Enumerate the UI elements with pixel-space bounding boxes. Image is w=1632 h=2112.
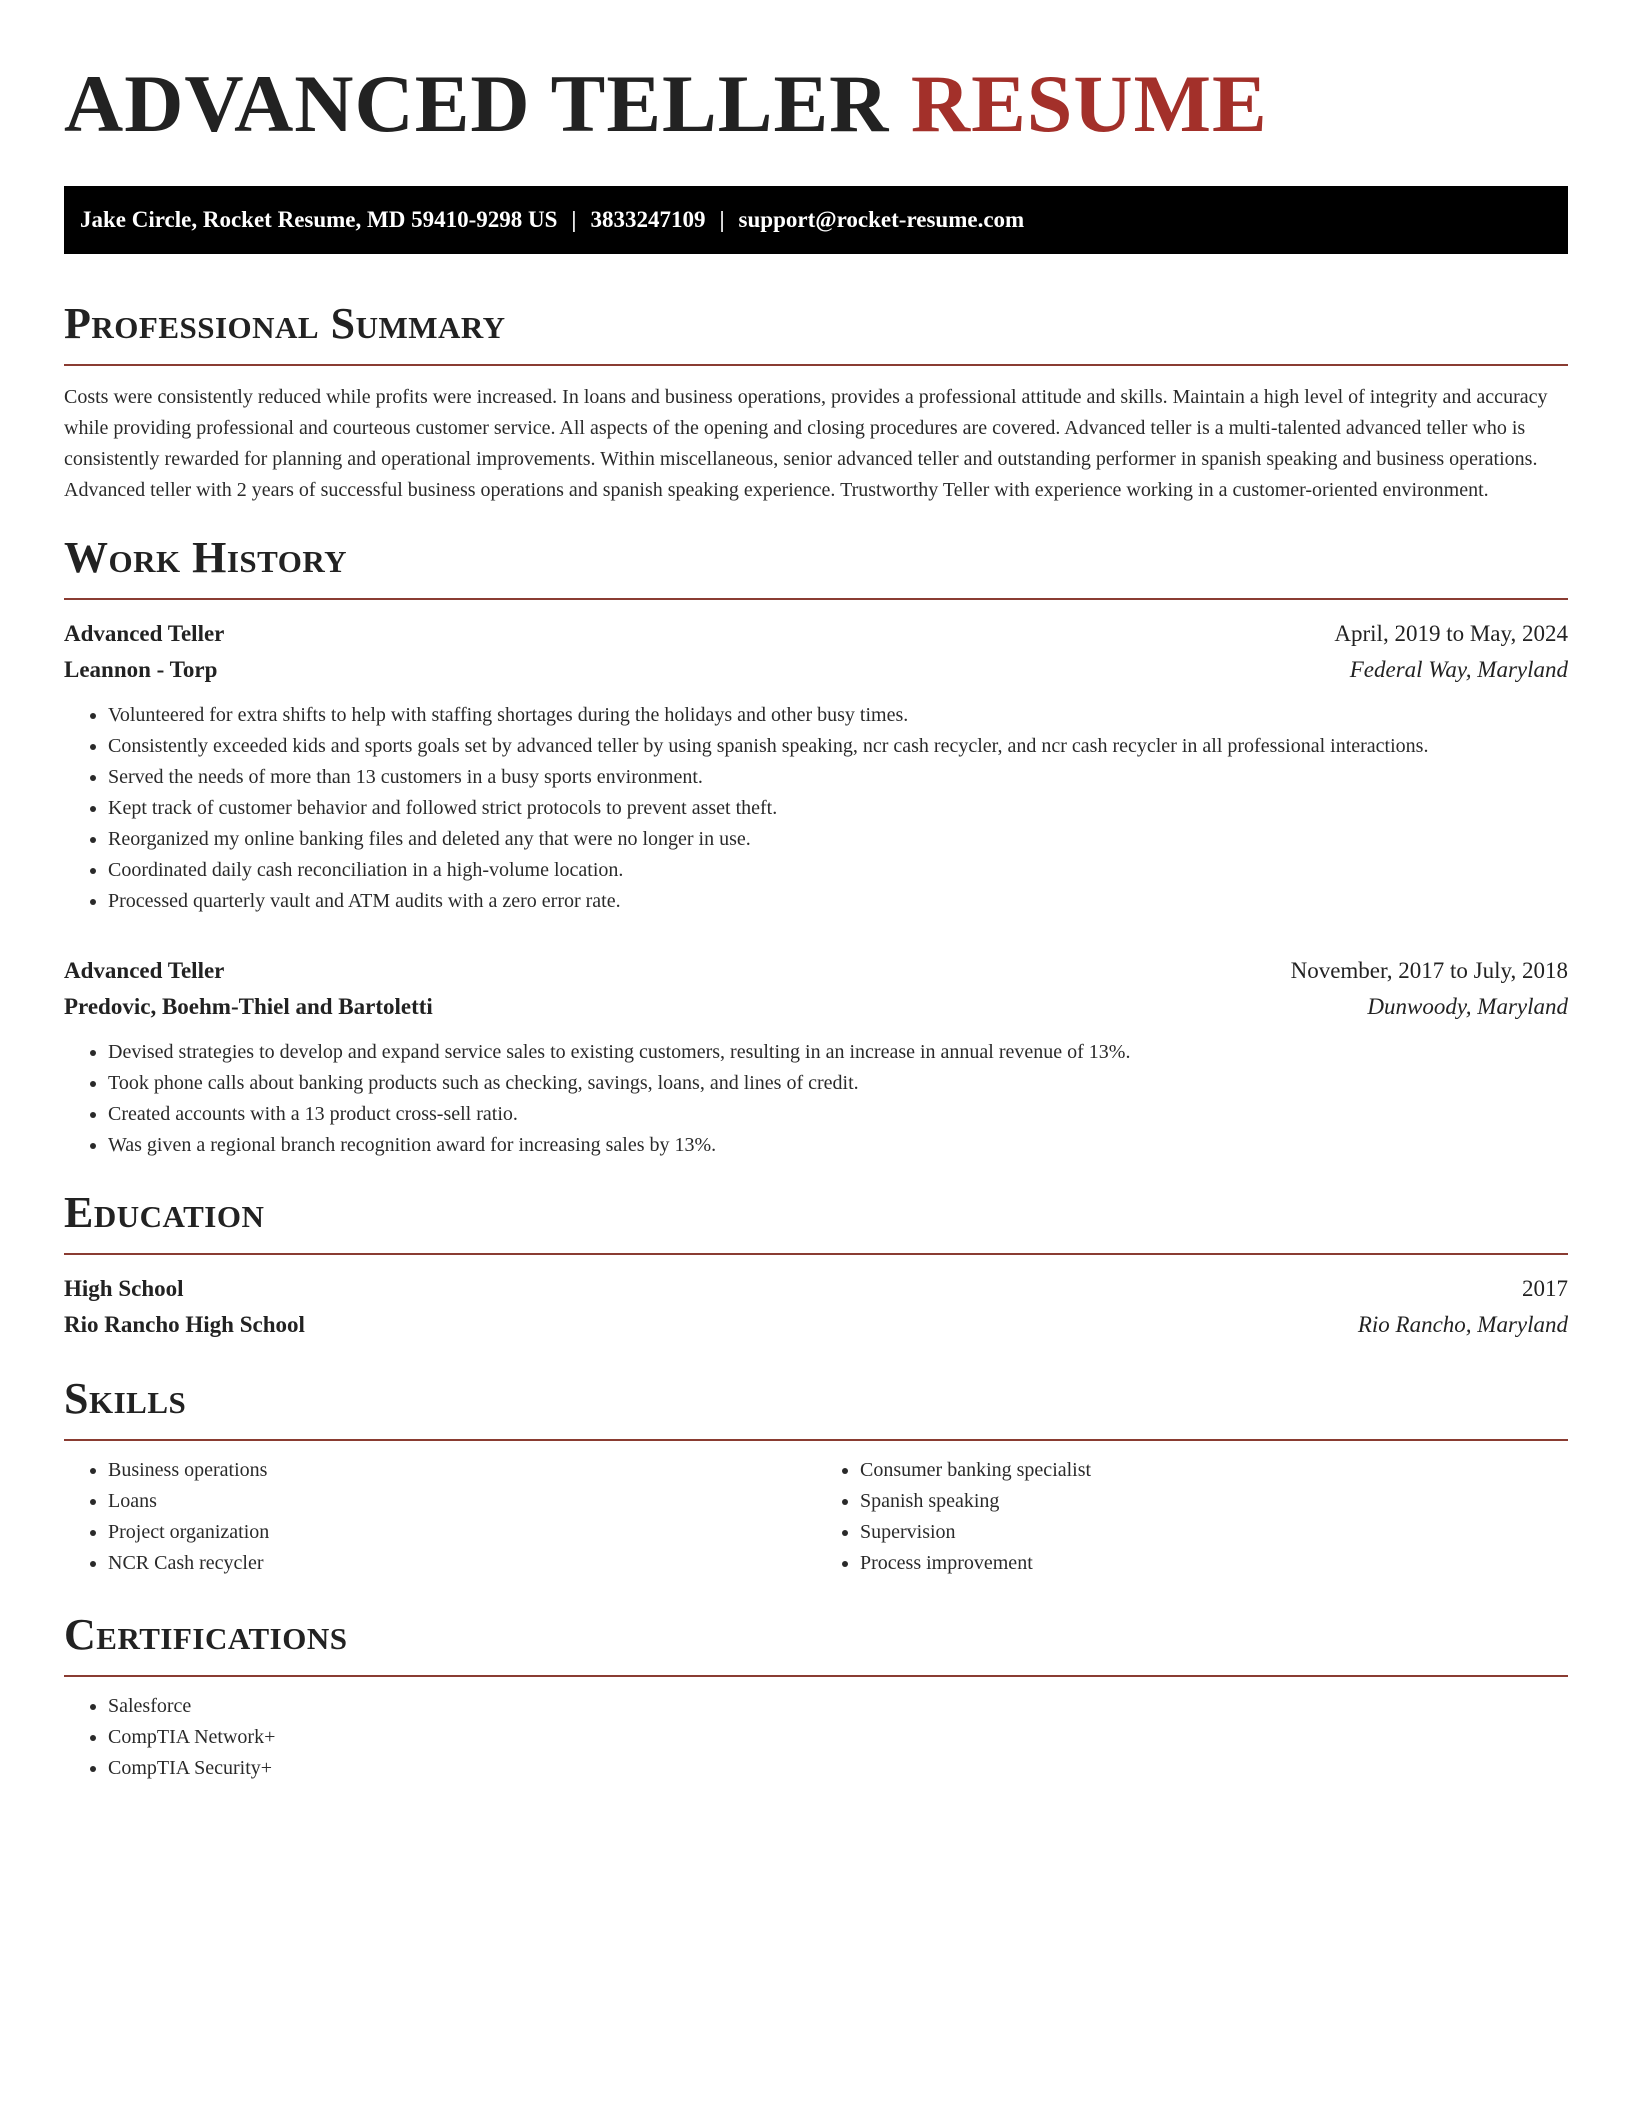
summary-text: Costs were consistently reduced while profits were increased. In loans and business operations, provides a professional attitude and skills. Maintain a high level of integrity and accuracy while providing professional and courteous customer service. All aspects of the opening and closing procedures are covered. Advanced teller is a multi-talented advanced teller who is consistently rewarded for planning and operational improvements. Within miscellaneous, senior advanced teller and outstanding performer in spanish speaking and business operations. Advanced teller with 2 years of successful business operations and spanish speaking experience. Trustworthy Teller with experience working in a customer-oriented environment.	[64, 386, 1548, 501]
list-item: • Loans	[108, 1486, 816, 1517]
list-item: • Spanish speaking	[860, 1486, 1568, 1517]
job-header-row	[64, 953, 1568, 989]
section-divider	[64, 1439, 1568, 1441]
job-company-row	[64, 652, 1568, 688]
section-title-skills: Skills	[64, 1374, 187, 1423]
resume-title	[64, 56, 1568, 152]
job-company: Leannon - Torp	[64, 657, 218, 682]
section-divider	[64, 364, 1568, 366]
job-entry	[64, 953, 1568, 1161]
list-item: • Business operations	[108, 1455, 816, 1486]
education-degree: High School	[64, 1276, 184, 1301]
education-school: Rio Rancho High School	[64, 1312, 305, 1337]
list-item: • Processed quarterly vault and ATM audits with a zero error rate.	[108, 886, 1568, 917]
title-accent: RESUME	[910, 58, 1268, 149]
list-item: • CompTIA Network+	[108, 1722, 1568, 1753]
section-divider	[64, 598, 1568, 600]
job-company-row	[64, 989, 1568, 1025]
contact-separator: |	[719, 207, 725, 232]
list-item: • Consistently exceeded kids and sports goals set by advanced teller by using spanish speaking, ncr cash recycler, and ncr cash recycler in all professional interactions.	[108, 731, 1568, 762]
contact-phone: 3833247109	[590, 207, 706, 232]
education-school-row	[64, 1307, 1568, 1343]
job-location: Federal Way, Maryland	[1349, 657, 1568, 682]
list-item: • Was given a regional branch recognition award for increasing sales by 13%.	[108, 1130, 1568, 1161]
certifications-list	[64, 1691, 1568, 1784]
section-divider	[64, 1675, 1568, 1677]
list-item: • Took phone calls about banking products such as checking, savings, loans, and lines of credit.	[108, 1068, 1568, 1099]
section-title-certifications: Certifications	[64, 1610, 348, 1659]
list-item: • Project organization	[108, 1517, 816, 1548]
job-entry	[64, 616, 1568, 917]
list-item: • Supervision	[860, 1517, 1568, 1548]
job-bullets	[64, 1037, 1568, 1161]
section-title-education: Education	[64, 1188, 265, 1237]
title-main: ADVANCED TELLER	[64, 58, 890, 149]
list-item: • Devised strategies to develop and expand service sales to existing customers, resulting in an increase in annual revenue of 13%.	[108, 1037, 1568, 1068]
list-item: • Salesforce	[108, 1691, 1568, 1722]
list-item: • NCR Cash recycler	[108, 1548, 816, 1579]
contact-address: Jake Circle, Rocket Resume, MD 59410-9298 US	[80, 207, 558, 232]
list-item: • Volunteered for extra shifts to help with staffing shortages during the holidays and other busy times.	[108, 700, 1568, 731]
list-item: • Process improvement	[860, 1548, 1568, 1579]
contact-separator: |	[571, 207, 577, 232]
skills-column-right	[816, 1455, 1568, 1579]
list-item: • Consumer banking specialist	[860, 1455, 1568, 1486]
contact-bar	[64, 186, 1568, 254]
list-item: • Reorganized my online banking files and deleted any that were no longer in use.	[108, 824, 1568, 855]
skills-grid	[64, 1455, 1568, 1579]
section-title-work-history: Work History	[64, 533, 348, 582]
education-location: Rio Rancho, Maryland	[1357, 1312, 1568, 1337]
job-header-row	[64, 616, 1568, 652]
list-item: • Coordinated daily cash reconciliation in a high-volume location.	[108, 855, 1568, 886]
job-dates: April, 2019 to May, 2024	[1334, 621, 1568, 646]
contact-email: support@rocket-resume.com	[738, 207, 1025, 232]
job-location: Dunwoody, Maryland	[1367, 994, 1568, 1019]
skills-column-left	[64, 1455, 816, 1579]
education-header-row	[64, 1271, 1568, 1307]
education-year: 2017	[1522, 1276, 1568, 1301]
list-item: • Created accounts with a 13 product cross-sell ratio.	[108, 1099, 1568, 1130]
job-title: Advanced Teller	[64, 958, 225, 983]
list-item: • Kept track of customer behavior and followed strict protocols to prevent asset theft.	[108, 793, 1568, 824]
job-title: Advanced Teller	[64, 621, 225, 646]
section-title-summary: Professional Summary	[64, 299, 506, 348]
list-item: • CompTIA Security+	[108, 1753, 1568, 1784]
section-divider	[64, 1253, 1568, 1255]
job-bullets	[64, 700, 1568, 917]
job-dates: November, 2017 to July, 2018	[1290, 958, 1568, 983]
list-item: • Served the needs of more than 13 customers in a busy sports environment.	[108, 762, 1568, 793]
education-entry	[64, 1271, 1568, 1343]
job-company: Predovic, Boehm-Thiel and Bartoletti	[64, 994, 433, 1019]
